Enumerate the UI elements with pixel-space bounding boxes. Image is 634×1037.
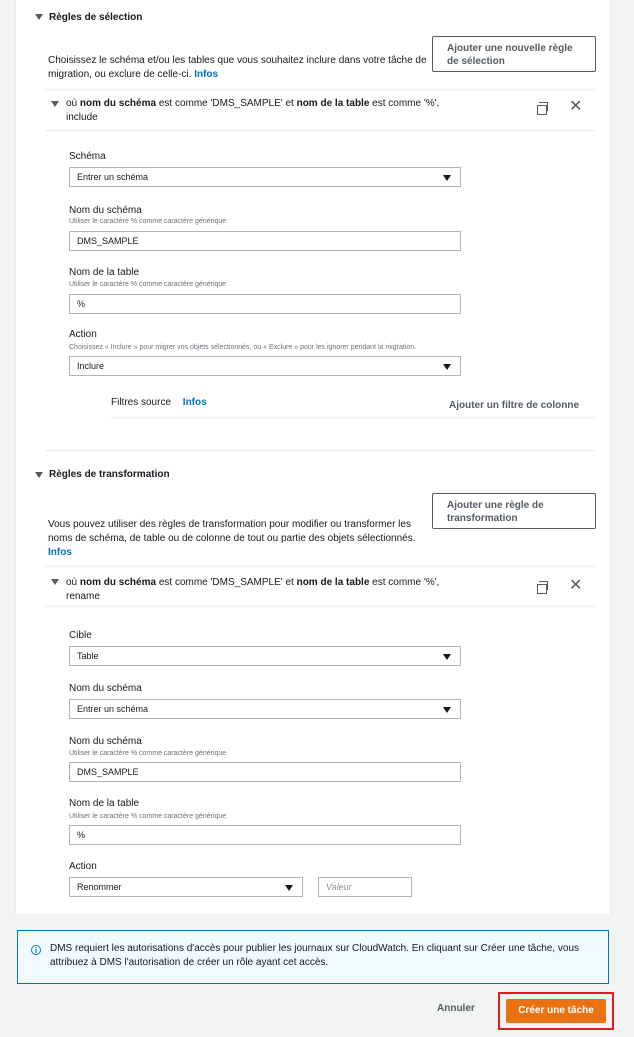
collapse-selection-rule-icon[interactable] (51, 101, 59, 107)
schema-select[interactable]: Entrer un schéma (69, 167, 461, 187)
close-icon[interactable]: ✕ (569, 98, 583, 115)
collapse-selection-icon[interactable] (35, 14, 43, 20)
action-select[interactable]: Renommer (69, 877, 303, 897)
close-icon[interactable]: ✕ (569, 577, 583, 594)
action-hint: Choisissez « Inclure » pour migrer vos objets sélectionnés, ou « Exclure » pour les ignorer pendant la migration. (69, 344, 417, 351)
transformation-rules-heading[interactable]: Règles de transformation (49, 469, 170, 480)
table-name-hint: Utiliser le caractère % comme caractère générique (69, 281, 227, 288)
source-filters-label: Filtres source Infos (111, 397, 207, 408)
cancel-button[interactable]: Annuler (437, 1003, 475, 1014)
chevron-down-icon (443, 654, 451, 660)
action-label: Action (69, 861, 97, 872)
table-name-input[interactable]: % (69, 294, 461, 314)
chevron-down-icon (443, 364, 451, 370)
schema-name-input[interactable]: DMS_SAMPLE (69, 762, 461, 782)
schema-name-select-label: Nom du schéma (69, 683, 142, 694)
collapse-transformation-icon[interactable] (35, 472, 43, 478)
schema-name-select[interactable]: Entrer un schéma (69, 699, 461, 719)
target-label: Cible (69, 630, 92, 641)
copy-rule-icon[interactable] (537, 105, 547, 115)
selection-rule-summary[interactable]: où nom du schéma est comme 'DMS_SAMPLE' et nom de la table est comme '%', include (66, 98, 440, 123)
schema-name-label: Nom du schéma (69, 736, 142, 747)
chevron-down-icon (443, 707, 451, 713)
table-name-label: Nom de la table (69, 798, 140, 809)
task-settings-panel (15, 0, 611, 914)
schema-label: Schéma (69, 151, 106, 162)
info-icon: i (31, 945, 41, 955)
schema-name-hint: Utiliser le caractère % comme caractère générique (69, 750, 227, 757)
table-name-hint: Utiliser le caractère % comme caractère générique (69, 813, 227, 820)
table-name-label: Nom de la table (69, 267, 140, 278)
chevron-down-icon (443, 175, 451, 181)
rename-value-input[interactable]: Valeur (318, 877, 412, 897)
add-selection-rule-button[interactable]: Ajouter une nouvelle règle de sélection (432, 36, 596, 72)
copy-rule-icon[interactable] (537, 584, 547, 594)
cloudwatch-info-alert (17, 930, 609, 984)
create-task-button[interactable]: Créer une tâche (506, 999, 606, 1023)
table-name-input[interactable]: % (69, 825, 461, 845)
filters-info-link[interactable]: Infos (182, 397, 207, 408)
selection-rules-heading[interactable]: Règles de sélection (49, 12, 143, 23)
transformation-rule-summary[interactable]: où nom du schéma est comme 'DMS_SAMPLE' et nom de la table est comme '%', rename (66, 577, 440, 602)
action-select[interactable]: Inclure (69, 356, 461, 376)
schema-name-hint: Utiliser le caractère % comme caractère générique (69, 218, 227, 225)
transformation-description: Vous pouvez utiliser des règles de transformation pour modifier ou transformer les noms de schéma, de table ou de colonne de tout ou partie des objets sélectionnés. Infos (48, 519, 416, 558)
collapse-transformation-rule-icon[interactable] (51, 579, 59, 585)
add-transformation-rule-button[interactable]: Ajouter une règle de transformation (432, 493, 596, 529)
target-select[interactable]: Table (69, 646, 461, 666)
selection-info-link[interactable]: Infos (194, 69, 219, 80)
create-button-highlight (498, 992, 614, 1030)
schema-name-label: Nom du schéma (69, 205, 142, 216)
info-message: DMS requiert les autorisations d'accès pour publier les journaux sur CloudWatch. En cliquant sur Créer une tâche, vous attribuez à DMS l'autorisation de créer un rôle ayant cet accès. (50, 943, 580, 968)
selection-description: Choisissez le schéma et/ou les tables que vous souhaitez inclure dans votre tâche de migration, ou exclure de celle-ci. Infos (48, 55, 427, 80)
transformation-info-link[interactable]: Infos (48, 547, 72, 558)
schema-name-input[interactable]: DMS_SAMPLE (69, 231, 461, 251)
add-column-filter-button[interactable]: Ajouter un filtre de colonne (449, 400, 580, 411)
chevron-down-icon (285, 885, 293, 891)
action-label: Action (69, 329, 97, 340)
